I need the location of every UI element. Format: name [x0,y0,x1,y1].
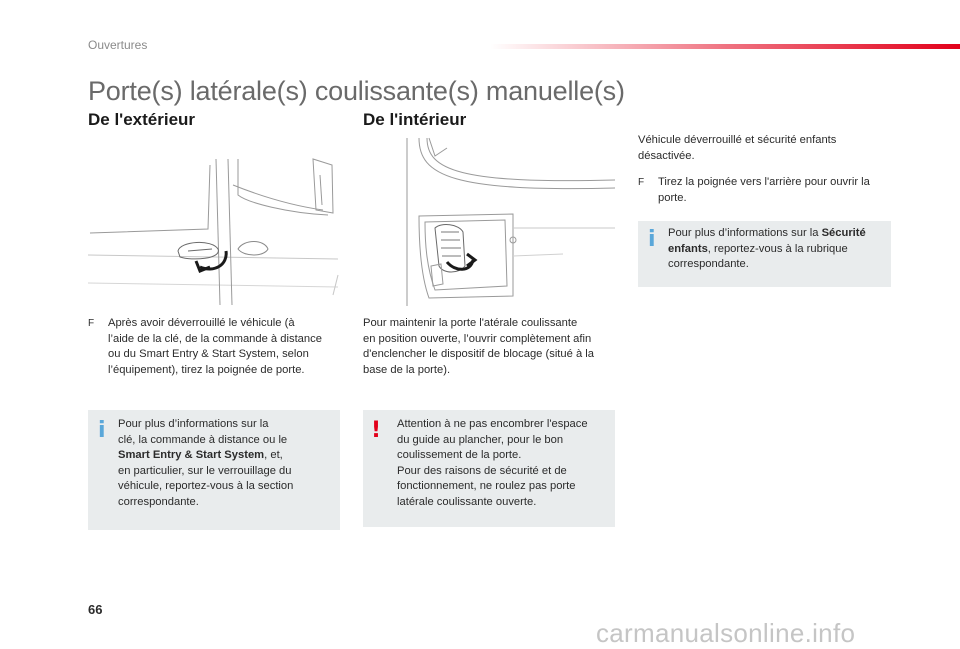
heading-interior: De l'intérieur [363,110,467,129]
info-icon: i [648,227,656,252]
header-accent-bar [490,44,960,49]
page-number: 66 [88,602,103,617]
illustration-exterior-handle [88,155,340,307]
warning-icon: ! [371,418,382,443]
text-line: Pour maintenir la porte l'atérale coulissante [363,317,578,329]
info-box-right [638,221,891,287]
illustration-interior-handle [363,136,615,308]
warning-box-interior [363,410,615,527]
text-line: Véhicule déverrouillé et sécurité enfants [638,134,837,146]
text-line: correspondante. [118,495,199,508]
text-line: Après avoir déverrouillé le véhicule (à [108,317,295,329]
info-icon: i [98,418,106,443]
text-line: en particulier, sur le verrouillage du [118,464,292,477]
text-line: porte. [658,191,687,204]
bold-term: enfants [668,242,708,255]
page-title: Porte(s) latérale(s) coulissante(s) manuelle(s) [88,76,625,106]
text-fragment: , et, [264,449,283,461]
bullet-exterior [88,316,343,378]
text-line: ou du Smart Entry & Start System, selon [108,348,309,360]
text-line: Tirez la poignée vers l'arrière pour ouvrir la [658,176,870,188]
text-line: correspondante. [668,258,749,270]
text-line: fonctionnement, ne roulez pas porte [397,480,576,492]
bullet-right [638,175,896,206]
bullet-mark: F [638,177,645,188]
text-line: base de la porte). [363,363,451,376]
bold-term: Sécurité [821,227,866,239]
text-line: latérale coulissante ouverte. [397,495,537,508]
text-line: Pour des raisons de sécurité et de [397,464,567,477]
text-line: véhicule, reportez-vous à la section [118,480,294,492]
text-line: d'enclencher le dispositif de blocage (situé à la [363,348,594,360]
watermark: carmanualsonline.info [596,618,856,648]
section-label: Ouvertures [88,38,148,52]
bullet-mark: F [88,318,95,329]
text-line: coulissement de la porte. [397,449,522,461]
text-line: du guide au plancher, pour le bon [397,433,564,446]
text-line: clé, la commande à distance ou le [118,433,288,446]
text-line: Pour plus d’informations sur la [118,418,269,430]
bold-term: Smart Entry & Start System [118,449,265,461]
text-line: l’aide de la clé, de la commande à distance [108,332,322,345]
info-box-exterior [88,410,340,530]
text-line: en position ouverte, l’ouvrir complètement afin [363,332,592,345]
text-line: l’équipement), tirez la poignée de porte. [108,363,305,376]
text-line: désactivée. [638,149,695,162]
text-fragment: Pour plus d’informations sur la [668,227,822,239]
text-line: Attention à ne pas encombrer l'espace [397,418,588,430]
paragraph-right-intro [638,133,898,164]
paragraph-interior [363,316,618,378]
heading-exterior: De l'extérieur [88,110,196,129]
text-fragment: , reportez-vous à la rubrique [707,242,848,255]
